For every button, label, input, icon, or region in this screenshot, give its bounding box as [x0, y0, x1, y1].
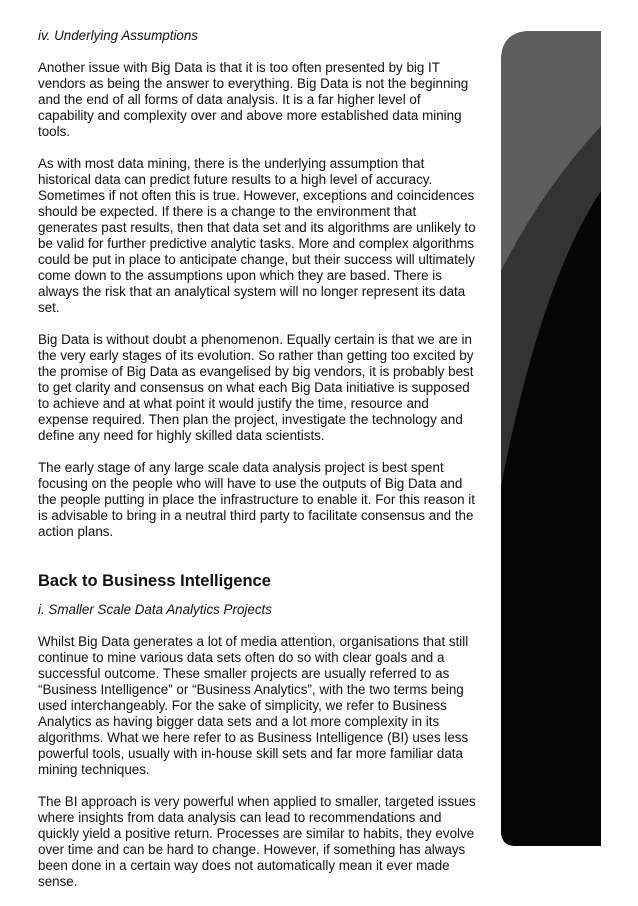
subheading-underlying-assumptions: iv. Underlying Assumptions [38, 28, 199, 43]
subheading-smaller-scale-projects: i. Smaller Scale Data Analytics Projects [38, 602, 272, 617]
document-body [38, 28, 476, 906]
paragraph: Another issue with Big Data is that it is too often presented by big IT vendors as being the answer to everything. Big Data is not the beginning and the end of all forms of data analysis. It is a far higher level of capability and complexity over and above more established data mining tools. [38, 60, 469, 139]
section-title-business-intelligence: Back to Business Intelligence [38, 572, 271, 590]
paragraph: As with most data mining, there is the underlying assumption that historical data can predict future results to a high level of accuracy. Sometimes if not often this is true. However, exceptions and coincidences should be expected. If there is a change to the environment that generates past results, then that data set and its algorithms are unlikely to be valid for further predictive analytic tasks. More and complex algorithms could be put in place to anticipate change, but their success will ultimately come down to the assumptions upon which they are based. There is always the risk that an analytical system will no longer represent its data set. [38, 156, 476, 315]
decorative-sidebar-swoosh [501, 31, 601, 846]
paragraph: Whilst Big Data generates a lot of media attention, organisations that still continue to mine various data sets often do so with clear goals and a successful outcome. These smaller projects are usually referred to as “Business Intelligence” or “Business Analytics”, with the two terms being used interchangeably. For the sake of simplicity, we refer to Business Analytics as having bigger data sets and a lot more complexity in its algorithms. What we here refer to as Business Intelligence (BI) uses less powerful tools, usually with in-house skill sets and far more familiar data mining techniques. [38, 634, 469, 777]
paragraph: The early stage of any large scale data analysis project is best spent focusing on the people who will have to use the outputs of Big Data and the people putting in place the infrastructure to enable it. For this reason it is advisable to bring in a neutral third party to facilitate consensus and the action plans. [38, 460, 475, 539]
paragraph: The BI approach is very powerful when applied to smaller, targeted issues where insights from data analysis can lead to recommendations and quickly yield a positive return. Processes are similar to habits, they evolve over time and can be hard to change. However, if something has always been done in a certain way does not automatically mean it ever made sense. [38, 794, 476, 889]
paragraph: Big Data is without doubt a phenomenon. Equally certain is that we are in the very early stages of its evolution. So rather than getting too excited by the promise of Big Data as evangelised by big vendors, it is probably best to get clarity and consensus on what each Big Data initiative is supposed to achieve and at what point it would justify the time, resource and expense required. Then plan the project, investigate the technology and define any need for highly skilled data scientists. [38, 332, 474, 443]
